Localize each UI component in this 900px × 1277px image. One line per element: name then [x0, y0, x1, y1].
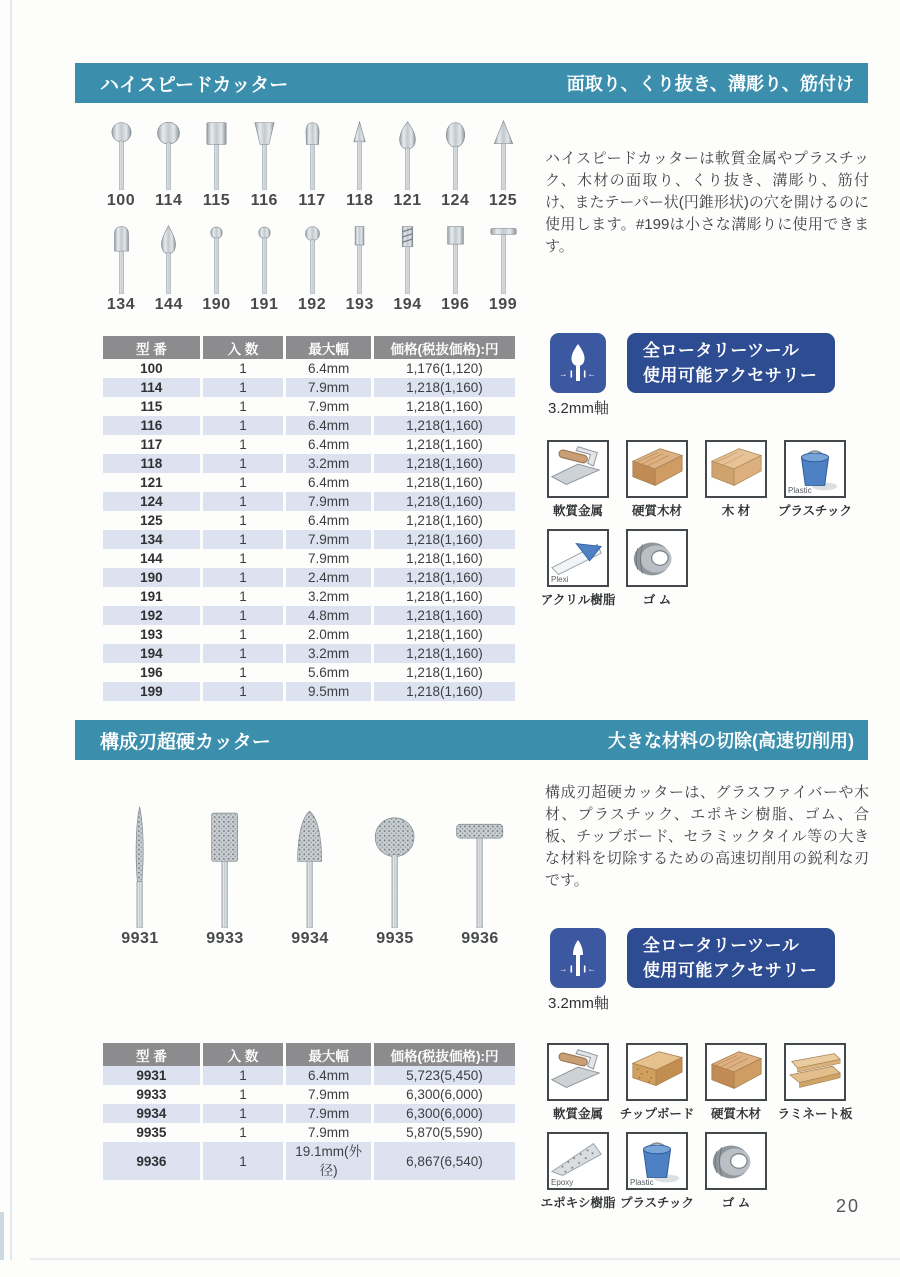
material-tag: Plastic	[788, 486, 812, 495]
column-header: 価格(税抜価格):円	[371, 1043, 515, 1066]
price-cell: 1,218(1,160)	[371, 416, 515, 435]
bits-row	[98, 120, 526, 210]
shank-and-banner	[548, 928, 835, 1013]
material-label: ラミネート板	[777, 1107, 853, 1121]
bit-9933	[183, 802, 267, 948]
width-cell: 6.4mm	[283, 511, 371, 530]
table-row	[103, 568, 515, 587]
width-cell: 7.9mm	[283, 1123, 371, 1142]
model-cell: 118	[103, 454, 200, 473]
material-label: ゴ ム	[642, 593, 672, 607]
price-cell: 1,218(1,160)	[371, 511, 515, 530]
page-bottom-edge	[30, 1258, 900, 1260]
model-cell: 9935	[136, 1125, 167, 1140]
bit-121	[385, 120, 431, 210]
model-cell: 124	[103, 492, 200, 511]
width-cell: 19.1mm(外径)	[283, 1142, 371, 1180]
qty-cell: 1	[200, 568, 284, 587]
material-chipboard	[619, 1043, 695, 1122]
compatibility-banner	[627, 928, 835, 988]
bit-9935	[353, 802, 437, 948]
width-cell: 2.0mm	[283, 625, 371, 644]
bit-model-label: 9936	[461, 930, 499, 947]
width-cell: 4.8mm	[283, 606, 371, 625]
bit-model-label: 125	[488, 192, 518, 209]
price-cell: 1,218(1,160)	[371, 530, 515, 549]
table-row	[103, 492, 515, 511]
qty-cell: 1	[200, 435, 284, 454]
rubber-icon	[705, 1132, 767, 1190]
table-row	[103, 625, 515, 644]
section-subtitle: 面取り、くり抜き、溝彫り、筋付け	[566, 74, 854, 94]
model-cell: 196	[140, 665, 163, 680]
bit-model-label: 134	[106, 296, 136, 313]
bit-196	[432, 224, 478, 314]
table-row	[103, 663, 515, 682]
bit-image	[151, 224, 186, 294]
table-row	[103, 1142, 515, 1180]
price-cell: 6,300(6,000)	[371, 1104, 515, 1123]
material-label: アクリル樹脂	[540, 593, 616, 607]
bit-image	[342, 224, 377, 294]
shank-size-label: 3.2mm軸	[548, 400, 609, 417]
material-label: 軟質金属	[552, 1107, 603, 1121]
soft-metal-icon	[547, 440, 609, 498]
bit-9934	[268, 802, 352, 948]
material-soft_metal	[545, 440, 611, 519]
price-cell: 1,218(1,160)	[371, 492, 515, 511]
banner-line2: 使用可能アクセサリー	[642, 366, 818, 385]
bit-model-label: 144	[154, 296, 183, 313]
section-title: ハイスピードカッター	[100, 74, 289, 96]
page-number: 20	[836, 1196, 861, 1216]
price-cell: 1,218(1,160)	[371, 378, 515, 397]
plastic-icon	[784, 440, 846, 498]
column-header: 最大幅	[283, 1043, 371, 1066]
bit-image	[195, 802, 254, 928]
page-corner-mark	[0, 1212, 4, 1260]
model-cell: 9933	[136, 1087, 167, 1102]
model-cell: 117	[140, 437, 163, 452]
bit-model-label: 191	[250, 296, 279, 313]
material-tag: Plastic	[630, 1178, 654, 1187]
price-cell: 1,218(1,160)	[371, 568, 515, 587]
page-edge-line	[10, 0, 12, 1260]
price-cell: 1,218(1,160)	[371, 663, 515, 682]
model-cell: 121	[140, 475, 163, 490]
table-row	[103, 473, 515, 492]
section-header	[75, 720, 868, 760]
width-cell: 2.4mm	[283, 568, 371, 587]
price-cell: 1,218(1,160)	[371, 435, 515, 454]
material-label: チップボード	[619, 1107, 695, 1121]
column-header: 入 数	[200, 1043, 284, 1066]
width-cell: 6.4mm	[283, 435, 371, 454]
bit-image	[247, 224, 282, 294]
wood-icon	[705, 440, 767, 498]
bit-image	[390, 224, 425, 294]
table-row	[103, 587, 515, 606]
table-row	[103, 644, 515, 663]
bit-124	[432, 120, 478, 210]
model-cell: 199	[103, 682, 200, 701]
table-header-row	[103, 1043, 515, 1066]
bit-model-label: 115	[202, 192, 231, 209]
price-cell: 1,218(1,160)	[371, 454, 515, 473]
bit-image	[342, 120, 377, 190]
table-row	[103, 1123, 515, 1142]
bit-118	[337, 120, 383, 210]
width-cell: 5.6mm	[283, 663, 371, 682]
bits-area	[98, 120, 526, 314]
column-header: 価格(税抜価格):円	[371, 336, 515, 359]
model-cell: 125	[140, 513, 163, 528]
model-cell: 114	[103, 378, 200, 397]
materials-grid	[540, 440, 853, 608]
bit-image	[438, 120, 473, 190]
bit-model-label: 9935	[376, 930, 414, 947]
table-row	[103, 1085, 515, 1104]
bit-model-label: 194	[393, 296, 422, 313]
bit-image	[280, 802, 339, 928]
bit-model-label: 192	[297, 296, 327, 313]
model-cell: 9936	[103, 1142, 200, 1180]
model-cell: 134	[103, 530, 200, 549]
hardwood-icon	[626, 440, 688, 498]
material-epoxy	[540, 1132, 616, 1211]
table-row	[103, 530, 515, 549]
price-cell: 1,218(1,160)	[371, 473, 515, 492]
bit-100	[98, 120, 144, 210]
table-row	[103, 359, 515, 378]
rubber-icon	[626, 529, 688, 587]
qty-cell: 1	[200, 625, 284, 644]
qty-cell: 1	[200, 416, 284, 435]
width-cell: 7.9mm	[283, 1104, 371, 1123]
banner-line1: 全ロータリーツール	[642, 340, 800, 360]
bit-model-label: 196	[441, 296, 470, 313]
qty-cell: 1	[200, 511, 284, 530]
bit-image	[390, 120, 425, 190]
table-row	[103, 454, 515, 473]
price-cell: 1,218(1,160)	[371, 644, 515, 663]
material-soft_metal	[545, 1043, 611, 1122]
model-cell: 116	[103, 416, 200, 435]
bit-image	[295, 120, 330, 190]
width-cell: 6.4mm	[283, 473, 371, 492]
qty-cell: 1	[200, 473, 284, 492]
material-label: 硬質木材	[710, 1107, 761, 1121]
bit-model-label: 193	[345, 296, 374, 313]
qty-cell: 1	[200, 359, 284, 378]
price-cell: 1,218(1,160)	[371, 549, 515, 568]
compatibility-banner	[627, 333, 835, 393]
qty-cell: 1	[200, 606, 284, 625]
qty-cell: 1	[200, 1123, 284, 1142]
bit-image	[110, 802, 169, 928]
bit-model-label: 114	[155, 192, 183, 209]
material-plastic	[620, 1132, 695, 1211]
material-laminate	[777, 1043, 853, 1122]
spec-table	[103, 1043, 515, 1180]
bits-area	[98, 802, 522, 948]
width-cell: 7.9mm	[283, 1085, 371, 1104]
model-cell: 9934	[103, 1104, 200, 1123]
price-cell: 1,218(1,160)	[371, 682, 515, 701]
material-label: 軟質金属	[552, 504, 603, 518]
banner-line2: 使用可能アクセサリー	[642, 961, 818, 980]
table-row	[103, 378, 515, 397]
qty-cell: 1	[200, 644, 284, 663]
bit-134	[98, 224, 144, 314]
bit-image	[450, 802, 509, 928]
bit-image	[438, 224, 473, 294]
epoxy-icon	[547, 1132, 609, 1190]
bits-row	[98, 224, 526, 314]
shank-size-icon	[550, 928, 606, 988]
bit-model-label: 199	[488, 296, 518, 313]
price-cell: 1,218(1,160)	[371, 587, 515, 606]
model-cell: 115	[140, 399, 163, 414]
bit-model-label: 190	[202, 296, 231, 313]
bit-image	[199, 120, 234, 190]
material-label: エポキシ樹脂	[540, 1196, 616, 1210]
qty-cell: 1	[200, 549, 284, 568]
bits-row	[98, 802, 522, 948]
section-subtitle: 大きな材料の切除(高速切削用)	[608, 731, 854, 751]
material-plastic	[778, 440, 853, 519]
material-wood	[703, 440, 769, 519]
width-cell: 7.9mm	[283, 549, 371, 568]
bit-model-label: 124	[441, 192, 470, 209]
model-cell: 144	[140, 551, 163, 566]
bit-125	[480, 120, 526, 210]
material-hardwood	[703, 1043, 769, 1122]
bit-114	[146, 120, 192, 210]
bit-117	[289, 120, 335, 210]
svg-text:→: →	[559, 963, 568, 974]
width-cell: 7.9mm	[283, 530, 371, 549]
width-cell: 9.5mm	[283, 682, 371, 701]
bit-image	[295, 224, 330, 294]
model-cell: 190	[103, 568, 200, 587]
material-label: 木 材	[721, 504, 751, 518]
material-tag: Epoxy	[551, 1178, 574, 1187]
price-cell: 1,218(1,160)	[371, 606, 515, 625]
price-cell: 1,218(1,160)	[371, 397, 515, 416]
bit-model-label: 121	[393, 192, 422, 209]
width-cell: 6.4mm	[283, 1066, 371, 1085]
shank-size-icon	[550, 333, 606, 393]
material-plexi	[540, 529, 616, 608]
table-row	[103, 511, 515, 530]
bit-model-label: 116	[250, 192, 278, 209]
bit-image	[365, 802, 424, 928]
description-text: 構成刃超硬カッターは、グラスファイバーや木材、プラスチック、エポキシ樹脂、ゴム、合板、チップボード、セラミックタイル等の大きな材料を切除するための高速切削用の鋭利な刃です。	[545, 784, 869, 889]
qty-cell: 1	[200, 1085, 284, 1104]
qty-cell: 1	[200, 454, 284, 473]
bit-9936	[438, 802, 522, 948]
width-cell: 6.4mm	[283, 359, 371, 378]
qty-cell: 1	[200, 1066, 284, 1085]
bit-model-label: 9931	[121, 930, 159, 947]
bit-199	[480, 224, 526, 314]
table-row	[103, 682, 515, 701]
model-cell: 193	[140, 627, 163, 642]
model-cell: 192	[103, 606, 200, 625]
table-row	[103, 1104, 515, 1123]
price-cell: 6,867(6,540)	[371, 1142, 515, 1180]
width-cell: 3.2mm	[283, 644, 371, 663]
material-rubber	[624, 529, 690, 608]
model-cell: 100	[140, 361, 163, 376]
bit-116	[241, 120, 287, 210]
bit-191	[241, 224, 287, 314]
bit-model-label: 9934	[291, 930, 329, 947]
width-cell: 7.9mm	[283, 397, 371, 416]
qty-cell: 1	[200, 587, 284, 606]
width-cell: 3.2mm	[283, 454, 371, 473]
banner-line1: 全ロータリーツール	[642, 935, 800, 955]
bit-190	[194, 224, 240, 314]
price-cell: 5,870(5,590)	[371, 1123, 515, 1142]
chipboard-icon	[626, 1043, 688, 1101]
shank-size-label: 3.2mm軸	[548, 995, 609, 1012]
bit-192	[289, 224, 335, 314]
bit-image	[247, 120, 282, 190]
price-cell: 1,176(1,120)	[371, 359, 515, 378]
material-rubber	[703, 1132, 769, 1211]
material-label: 硬質木材	[631, 504, 682, 518]
price-cell: 5,723(5,450)	[371, 1066, 515, 1085]
width-cell: 7.9mm	[283, 378, 371, 397]
bit-model-label: 9933	[206, 930, 244, 947]
column-header: 型 番	[103, 1043, 200, 1066]
column-header: 型 番	[103, 336, 200, 359]
bit-image	[486, 224, 521, 294]
column-header: 最大幅	[283, 336, 371, 359]
svg-text:→: →	[559, 368, 568, 379]
laminate-icon	[784, 1043, 846, 1101]
qty-cell: 1	[200, 492, 284, 511]
model-cell: 9931	[103, 1066, 200, 1085]
qty-cell: 1	[200, 1104, 284, 1123]
qty-cell: 1	[200, 1142, 284, 1180]
table-row	[103, 1066, 515, 1085]
table-row	[103, 416, 515, 435]
bit-image	[486, 120, 521, 190]
svg-text:←: ←	[587, 368, 597, 379]
bit-194	[385, 224, 431, 314]
qty-cell: 1	[200, 378, 284, 397]
bit-model-label: 118	[346, 192, 374, 209]
bit-144	[146, 224, 192, 314]
plexi-icon	[547, 529, 609, 587]
table-header-row	[103, 336, 515, 359]
shank-and-banner	[548, 333, 835, 418]
table-row	[103, 606, 515, 625]
bit-image	[104, 120, 139, 190]
material-label: プラスチック	[778, 504, 853, 518]
shank-bit-glyph	[556, 935, 600, 981]
width-cell: 6.4mm	[283, 416, 371, 435]
material-label: プラスチック	[620, 1196, 695, 1210]
table-row	[103, 435, 515, 454]
section-header	[75, 63, 868, 103]
soft-metal-icon	[547, 1043, 609, 1101]
bit-9931	[98, 802, 182, 948]
section-title: 構成刃超硬カッター	[100, 731, 271, 753]
model-cell: 191	[140, 589, 163, 604]
width-cell: 7.9mm	[283, 492, 371, 511]
shank-column	[548, 928, 609, 1013]
column-header: 入 数	[200, 336, 284, 359]
bit-115	[194, 120, 240, 210]
bit-model-label: 100	[106, 192, 136, 209]
qty-cell: 1	[200, 663, 284, 682]
plastic-icon	[626, 1132, 688, 1190]
description-text: ハイスピードカッターは軟質金属やプラスチック、木材の面取り、くり抜き、溝彫り、筋付け、またテーパー状(円錐形状)の穴を開けるのに使用します。#199は小さな溝彫りに使用できます。	[545, 150, 869, 255]
shank-bit-glyph	[556, 340, 600, 386]
bit-193	[337, 224, 383, 314]
bit-image	[104, 224, 139, 294]
material-tag: Plexi	[551, 575, 569, 584]
bit-image	[151, 120, 186, 190]
table-row	[103, 549, 515, 568]
hardwood-icon	[705, 1043, 767, 1101]
svg-text:←: ←	[587, 963, 597, 974]
price-cell: 1,218(1,160)	[371, 625, 515, 644]
material-label: ゴ ム	[721, 1196, 751, 1210]
model-cell: 194	[103, 644, 200, 663]
material-hardwood	[624, 440, 690, 519]
width-cell: 3.2mm	[283, 587, 371, 606]
bit-model-label: 117	[298, 192, 326, 209]
shank-column	[548, 333, 609, 418]
qty-cell: 1	[200, 397, 284, 416]
qty-cell: 1	[200, 682, 284, 701]
spec-table	[103, 336, 515, 701]
qty-cell: 1	[200, 530, 284, 549]
table-row	[103, 397, 515, 416]
bit-image	[199, 224, 234, 294]
price-cell: 6,300(6,000)	[371, 1085, 515, 1104]
